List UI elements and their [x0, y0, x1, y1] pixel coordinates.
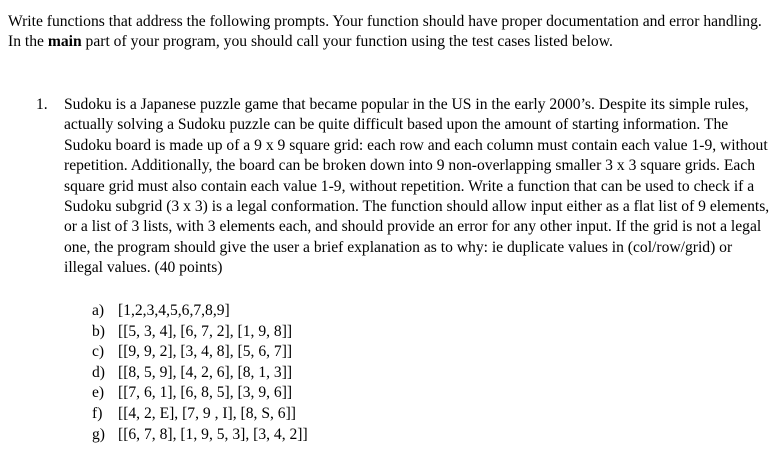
intro-text-start: Write functions that address the following prompts. Your function should have proper documentation and error handling. In the — [8, 13, 762, 51]
test-case-label: b) — [92, 322, 105, 340]
intro-bold-main: main — [47, 33, 82, 51]
test-case-value: [1,2,3,4,5,6,7,8,9] — [118, 302, 230, 319]
test-case-label: e) — [92, 384, 105, 402]
test-case-value: [[8, 5, 9], [4, 2, 6], [8, 1, 3]] — [118, 363, 293, 381]
problem-number: 1. — [36, 96, 48, 113]
test-case-label: g) — [92, 425, 105, 443]
test-case-label: f) — [92, 404, 103, 422]
test-case-item — [92, 404, 308, 425]
test-case-value: [[7, 6, 1], [6, 8, 5], [3, 9, 6]] — [118, 384, 293, 402]
test-case-item — [92, 383, 308, 404]
test-case-label: a) — [92, 302, 105, 319]
test-case-value: [[9, 9, 2], [3, 4, 8], [5, 6, 7]] — [118, 343, 293, 361]
test-case-item — [92, 342, 308, 363]
test-case-item — [92, 301, 308, 322]
test-case-item — [92, 363, 308, 384]
intro-text-end: part of your program, you should call your function using the test cases listed below. — [81, 33, 613, 51]
test-case-label: d) — [92, 363, 105, 381]
intro-paragraph — [8, 12, 770, 53]
test-case-item — [92, 322, 308, 343]
test-case-label: c) — [92, 343, 105, 361]
test-case-value: [[5, 3, 4], [6, 7, 2], [1, 9, 8]] — [118, 322, 293, 340]
test-case-value: [[4, 2, E], [7, 9 , I], [8, S, 6]] — [118, 404, 296, 422]
test-case-list — [92, 301, 308, 445]
test-case-value: [[6, 7, 8], [1, 9, 5, 3], [3, 4, 2]] — [118, 425, 308, 443]
problem-description: Sudoku is a Japanese puzzle game that became popular in the US in the early 2000’s. Despite its simple rules, actually solving a Sudoku puzzle can be quite difficult based upon the amount of starting information. The Sudoku board is made up of a 9 x 9 square grid: each row and each column must contain each value 1-9, without repetition. Additionally, the board can be broken down into 9 non-overlapping smaller 3 x 3 square grids. Each square grid must also contain each value 1-9, without repetition. Write a function that can be used to check if a Sudoku subgrid (3 x 3) is a legal conformation. The function should allow input either as a flat list of 9 elements, or a list of 3 lists, with 3 elements each, and should provide an error for any other input. If the grid is not a legal one, the program should give the user a brief explanation as to why: ie duplicate values in (col/row/grid) or illegal values. (40 points) — [64, 96, 770, 277]
test-case-item — [92, 425, 308, 446]
